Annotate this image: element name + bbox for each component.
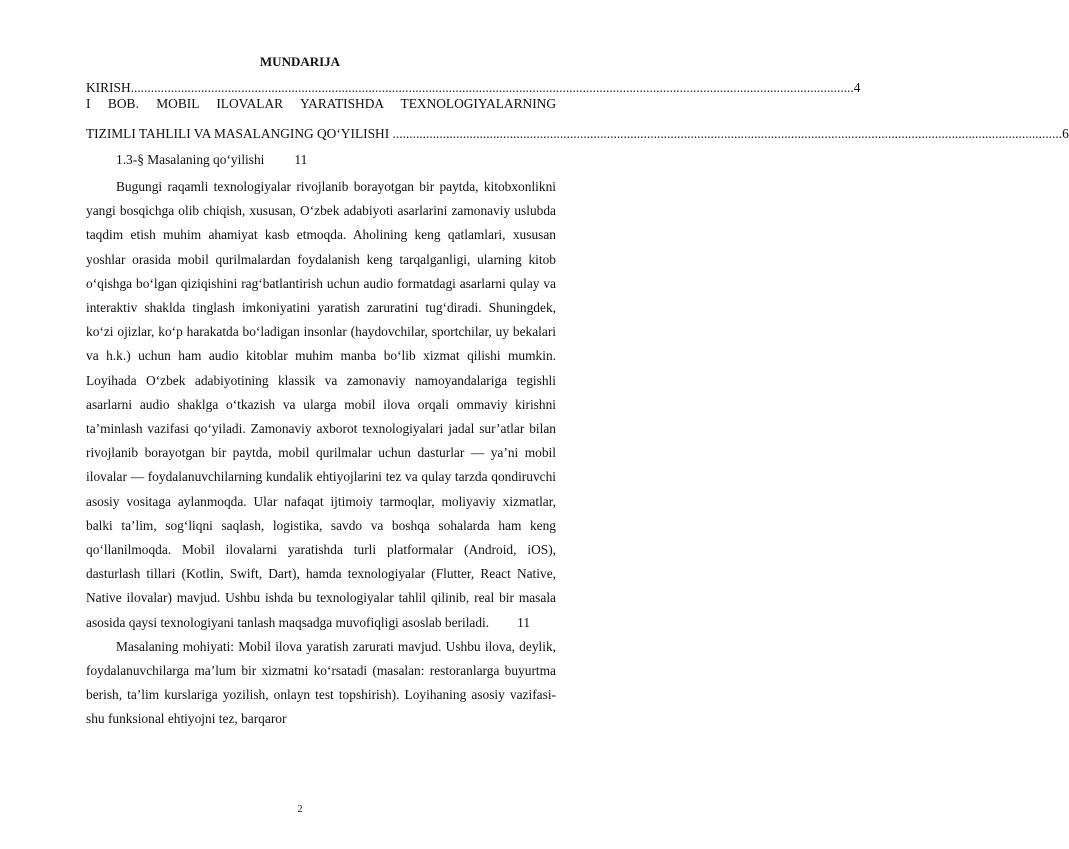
toc-entry-page: 6: [1062, 126, 1069, 141]
paragraph: Masalaning mohiyati: Mobil ilova yaratish zarurati mavjud. Ushbu ilova, deylik, foydalanuvchilarga ma’lum bir xizmatni ko‘rsatadi (masalan: restoranlarga buyurtma berish, ta’lim kurslariga yozilish, onlayn test topshirish). Loyihaning asosiy vazifasi-shu funksional ehtiyojni tez, barqaror: [86, 638, 556, 727]
body-text: [86, 175, 556, 732]
inline-page-number: 11: [517, 614, 531, 630]
page-number: 2: [297, 804, 303, 815]
toc-entry-chapter-1-line-1[interactable]: I BOB. MOBIL ILOVALAR YARATISHDA TEXNOLOGIYALARNING: [86, 96, 556, 111]
toc-leader-dots: ........................................................................................................................................................................................................................: [130, 80, 854, 95]
toc-leader-dots: ........................................................................................................................................................................................................: [389, 126, 1063, 141]
toc-title: MUNDARIJA: [259, 54, 341, 69]
toc-entry-label: TIZIMLI TAHLILI VA MASALANGING QO‘YILISHI: [86, 126, 390, 141]
toc-entry-page: 4: [853, 80, 861, 95]
toc-entry-section-1-3[interactable]: [116, 152, 307, 168]
toc-entry-label: KIRISH: [86, 80, 131, 95]
toc-entry-chapter-1[interactable]: [86, 126, 1069, 142]
toc-entry-label: 1.3-§ Masalaning qo‘yilishi: [116, 152, 265, 167]
paragraph-text: Bugungi raqamli texnologiyalar rivojlanib borayotgan bir paytda, kitobxonlikni yangi bosqichga olib chiqish, xususan, O‘zbek adabiyoti asarlarini zamonaviy uslubda taqdim etish muhim ahamiyat kasb etmoqda. Aholining keng qatlamlari, xususan yoshlar orasida mobil qurilmalardan foydalanish keng tarqalganligi, ularning kitob o‘qishga bo‘lgan qiziqishini rag‘batlantirish uchun audio formatdagi asarlarni qulay va interaktiv shaklda tinglash imkoniyatini yaratish zaruratini tug‘diradi. Shuningdek, ko‘zi ojizlar, ko‘p harakatda bo‘ladigan insonlar (haydovchilar, sportchilar, uy bekalari va h.k.) uchun ham audio kitoblar muhim manba bo‘lib xizmat qilishi mumkin. Loyihada O‘zbek adabiyotining klassik va zamonaviy namoyandalariga tegishli asarlarni audio shaklga o‘tkazish va ularga mobil ilova orqali ommaviy kirishni ta’minlash vazifasi qo‘yiladi. Zamonaviy axborot texnologiyalari jadal sur’atlar bilan rivojlanib borayotgan bir paytda, mobil qurilmalar uchun dasturlar — ya’ni mobil ilovalar — foydalanuvchilarning kundalik ehtiyojlarini tez va qulay tarzda qondiruvchi asosiy vositaga aylanmoqda. Ular nafaqat ijtimoiy tarmoqlar, moliyaviy xizmatlar, balki ta’lim, sog‘liqni saqlash, logistika, savdo va boshqa sohalarda ham keng qo‘llanilmoqda. Mobil ilovalarni yaratishda turli platformalar (Android, iOS), dasturlash tillari (Kotlin, Swift, Dart), hamda texnologiyalar (Flutter, React Native, Native ilovalar) mavjud. Ushbu ishda bu texnologiyalar tahlil qilinib, real bir masala asosida qaysi texnologiyani tanlash maqsadga muvofiqligi asoslab beriladi.: [86, 179, 556, 630]
paragraph: [86, 175, 556, 635]
toc-entry-page: 11: [294, 152, 308, 167]
toc-entry-intro[interactable]: [86, 80, 861, 96]
